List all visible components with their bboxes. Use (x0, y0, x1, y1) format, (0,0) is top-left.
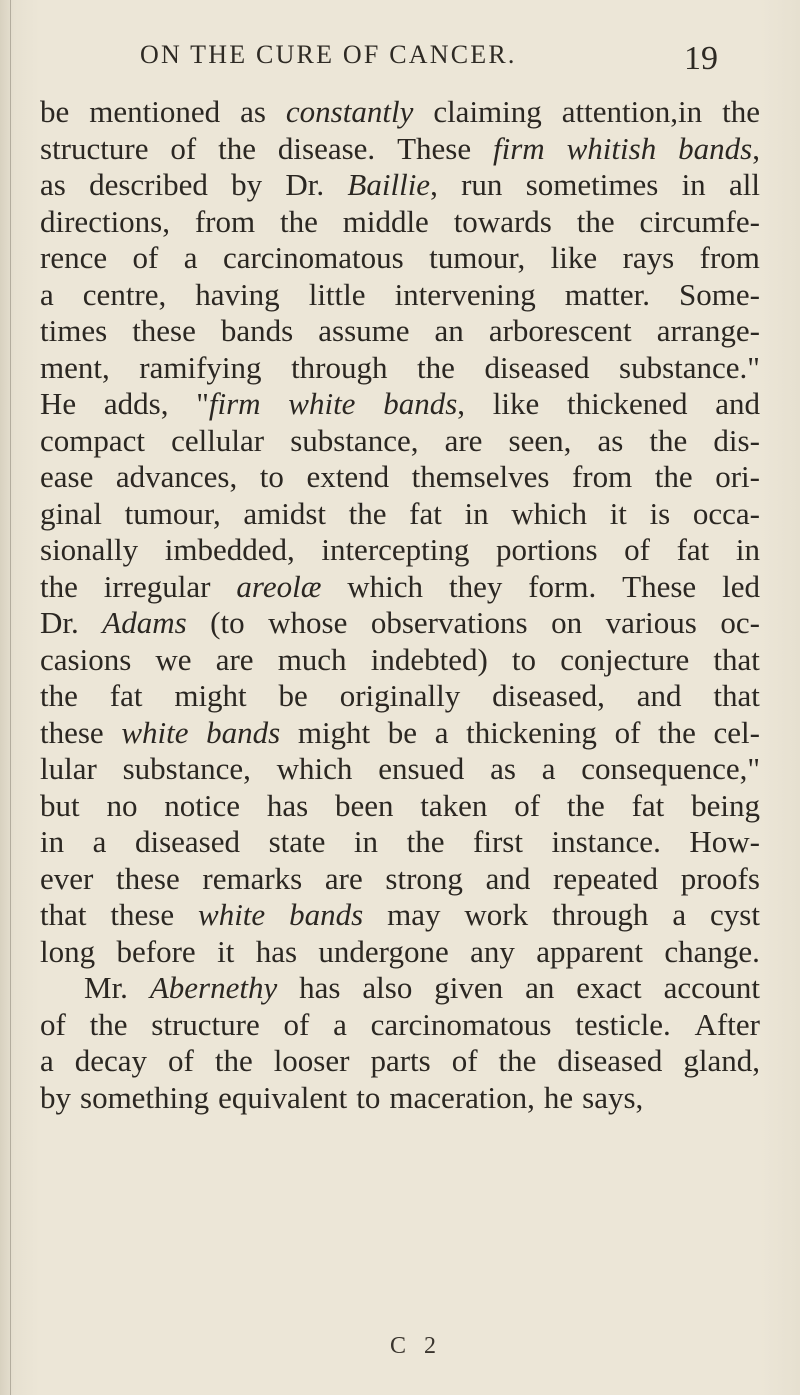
text-line: in a diseased state in the first instance. How- (40, 824, 760, 859)
page-number: 19 (684, 40, 718, 77)
text-line: long before it has undergone any apparent change. (40, 933, 760, 969)
text-line: these white bands might be a thickening of the cel- (40, 714, 760, 750)
running-head: ON THE CURE OF CANCER. (140, 40, 517, 69)
page-gutter-edge (10, 0, 11, 1395)
text-line: the fat might be originally diseased, and that (40, 678, 760, 713)
body-text (40, 94, 760, 1116)
text-line: that these white bands may work through a cyst (40, 897, 760, 932)
text-line: lular substance, which ensued as a consequence," (40, 751, 760, 786)
signature-mark: C 2 (390, 1333, 443, 1359)
text-line: be mentioned as constantly claiming attention,in the (40, 94, 760, 129)
text-line: casions we are much indebted) to conjecture that (40, 641, 760, 677)
text-line: rence of a carcinomatous tumour, like rays from (40, 240, 760, 275)
text-line: as described by Dr. Baillie, run sometimes in all (40, 167, 760, 202)
text-line: ever these remarks are strong and repeated proofs (40, 860, 760, 896)
text-line: Dr. Adams (to whose observations on various oc- (40, 605, 760, 640)
text-line: compact cellular substance, are seen, as the dis- (40, 422, 760, 458)
text-line: sionally imbedded, intercepting portions of fat in (40, 532, 760, 567)
text-line: He adds, "firm white bands, like thickened and (40, 386, 760, 421)
text-line: a decay of the looser parts of the diseased gland, (40, 1043, 760, 1078)
text-line: directions, from the middle towards the circumfe- (40, 203, 760, 239)
text-line: the irregular areolæ which they form. These led (40, 568, 760, 604)
text-line: ginal tumour, amidst the fat in which it is occa- (40, 495, 760, 531)
text-line: structure of the disease. These firm whitish bands, (40, 130, 760, 166)
text-line: times these bands assume an arborescent arrange- (40, 313, 760, 348)
text-line: ment, ramifying through the diseased substance." (40, 349, 760, 385)
text-line: Mr. Abernethy has also given an exact account (84, 970, 760, 1005)
text-line: but no notice has been taken of the fat being (40, 787, 760, 823)
text-line: a centre, having little intervening matter. Some- (40, 276, 760, 312)
text-line: of the structure of a carcinomatous testicle. After (40, 1006, 760, 1042)
text-line: ease advances, to extend themselves from the ori- (40, 459, 760, 494)
text-line: by something equivalent to maceration, he says, (40, 1079, 644, 1115)
